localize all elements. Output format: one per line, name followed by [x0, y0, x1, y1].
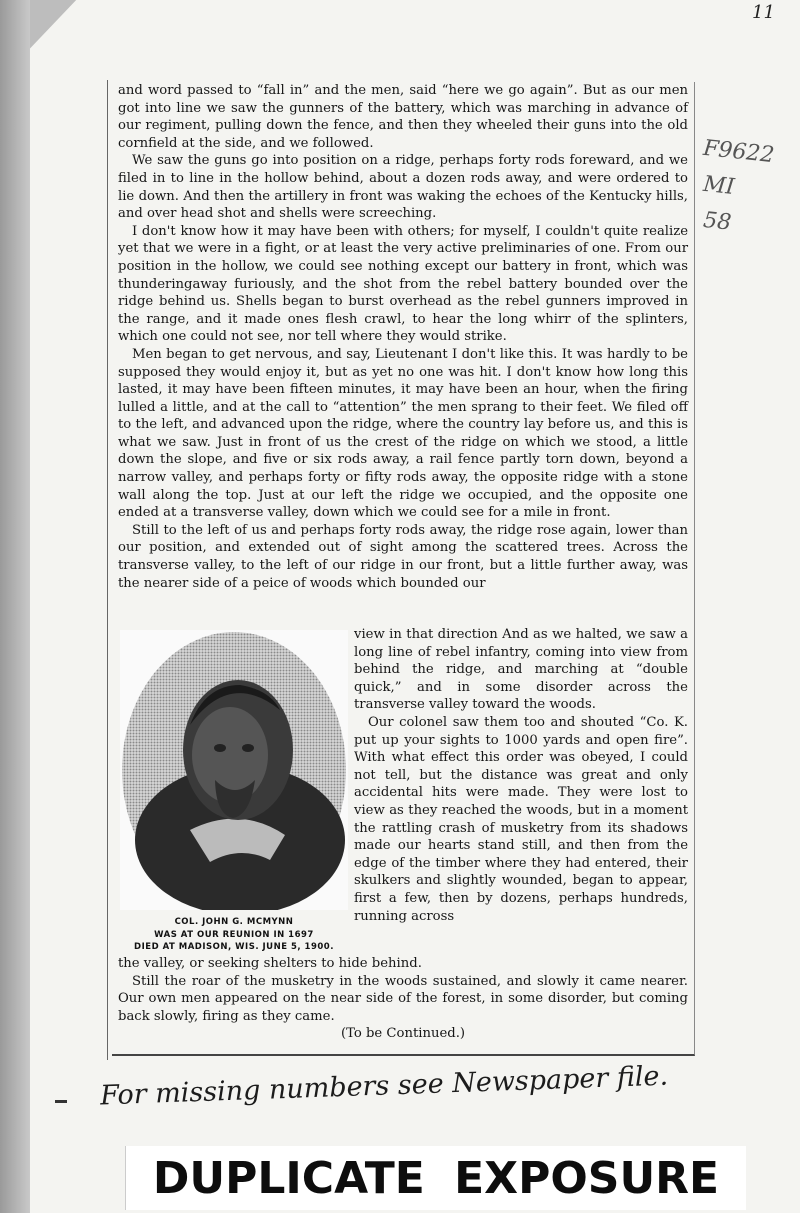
- article-wrap-text: [354, 626, 688, 925]
- article-paragraph: Our colonel saw them too and shouted “Co. K. put up your sights to 1000 yards and open fire”. With what effect this order was obeyed, I could not tell, but the distance was great and only accidental hits were made. They were lost to view as they reached the woods, but in a moment the rattling crash of musketry from its shadows made our hearts stand still, and then from the edge of the timber where they had entered, their skulkers and slightly wounded, began to appear, first a few, then by dozens, perhaps hundreds, running across: [354, 714, 688, 924]
- caption-line: COL. JOHN G. MCMYNN: [174, 917, 294, 927]
- newspaper-clipping: [112, 82, 695, 1056]
- article-paragraph: and word passed to “fall in” and the men, said “here we go again”. But as our men got into line we saw the gunners of the battery, which was marching in advance of our regiment, pulling down the fence, and then they wheeled their guns into the old cornfield at the side, and we followed.: [118, 83, 688, 151]
- article-paragraph: Still to the left of us and perhaps forty rods away, the ridge rose again, lower than our position, and extended out of sight among the scattered trees. Across the transverse valley, to the left of our ridge in our front, but a little further away, was the nearer side of a peice of woods which bounded our: [118, 522, 688, 591]
- duplicate-exposure-stamp: DUPLICATE EXPOSURE: [125, 1146, 746, 1210]
- margin-note-3: 58: [701, 207, 733, 236]
- article-paragraph: view in that direction And as we halted, we saw a long line of rebel infantry, coming into view from behind the ridge, and marching at “double quick,” and in some disorder across the transverse valley toward the woods.: [354, 627, 688, 713]
- handwritten-note: For missing numbers see Newspaper file.: [99, 1060, 669, 1112]
- portrait-caption: [120, 916, 348, 954]
- article-tail-text: [118, 955, 688, 1043]
- binding-edge: [0, 0, 30, 1213]
- to-be-continued: (To be Continued.): [340, 1026, 466, 1042]
- article-paragraph: I don't know how it may have been with others; for myself, I couldn't quite realize yet that we were in a fight, or at least the very active preliminaries of one. From our position in the hollow, we could see nothing except our battery in front, which was thunderingaway furiously, and the shot from the rebel battery bounded over the ridge behind us. Shells began to burst overhead as the rebel gunners improved in the range, and it made ones flesh crawl, to hear the long whirr of the splinters, which one could not see, nor tell where they would strike.: [118, 223, 688, 345]
- article-top-text: [118, 82, 688, 592]
- caption-line: WAS AT OUR REUNION IN 1697: [154, 929, 314, 940]
- article-paragraph: We saw the guns go into position on a ridge, perhaps forty rods foreward, and we filed in to line in the hollow behind, about a dozen rods away, and were ordered to lie down. And then the artillery in front was waking the echoes of the Kentucky hills, and over head shot and shells were screeching.: [118, 153, 688, 222]
- margin-notes: [703, 135, 783, 243]
- article-paragraph: Still the roar of the musketry in the woods sustained, and slowly it came nearer. Our own men appeared on the near side of the forest, in some disorder, but coming back slowly, firing as they came.: [118, 973, 688, 1024]
- portrait-image: [120, 630, 348, 910]
- column-rule: [107, 80, 108, 1060]
- margin-note-1: F9622: [701, 135, 776, 169]
- article-paragraph: the valley, or seeking shelters to hide behind.: [118, 956, 422, 971]
- article-paragraph: Men began to get nervous, and say, Lieutenant I don't like this. It was hardly to be supposed they would enjoy it, but as yet no one was hit. I don't know how long this lasted, it may have been fifteen minutes, it may have been an hour, when the firing lulled a little, and at the call to “attention” the men sprang to their feet. We filed off to the left, and advanced upon the ridge, where the country lay before us, and this is what we saw. Just in front of us the crest of the ridge on which we stood, a little down the slope, and five or six rods away, a rail fence partly torn down, beyond a narrow valley, and perhaps forty or fifty rods away, the opposite ridge with a stone wall along the top. Just at our left the ridge we occupied, and the opposite one ended at a transverse valley, down which we could see for a mile in front.: [118, 346, 688, 521]
- portrait-block: [120, 630, 348, 954]
- pencil-mark: [55, 1100, 67, 1103]
- margin-note-2: MI: [701, 171, 736, 201]
- portrait-photo: [120, 630, 348, 910]
- page-number: 11: [752, 2, 775, 23]
- caption-line: DIED AT MADISON, WIS. JUNE 5, 1900.: [134, 942, 334, 952]
